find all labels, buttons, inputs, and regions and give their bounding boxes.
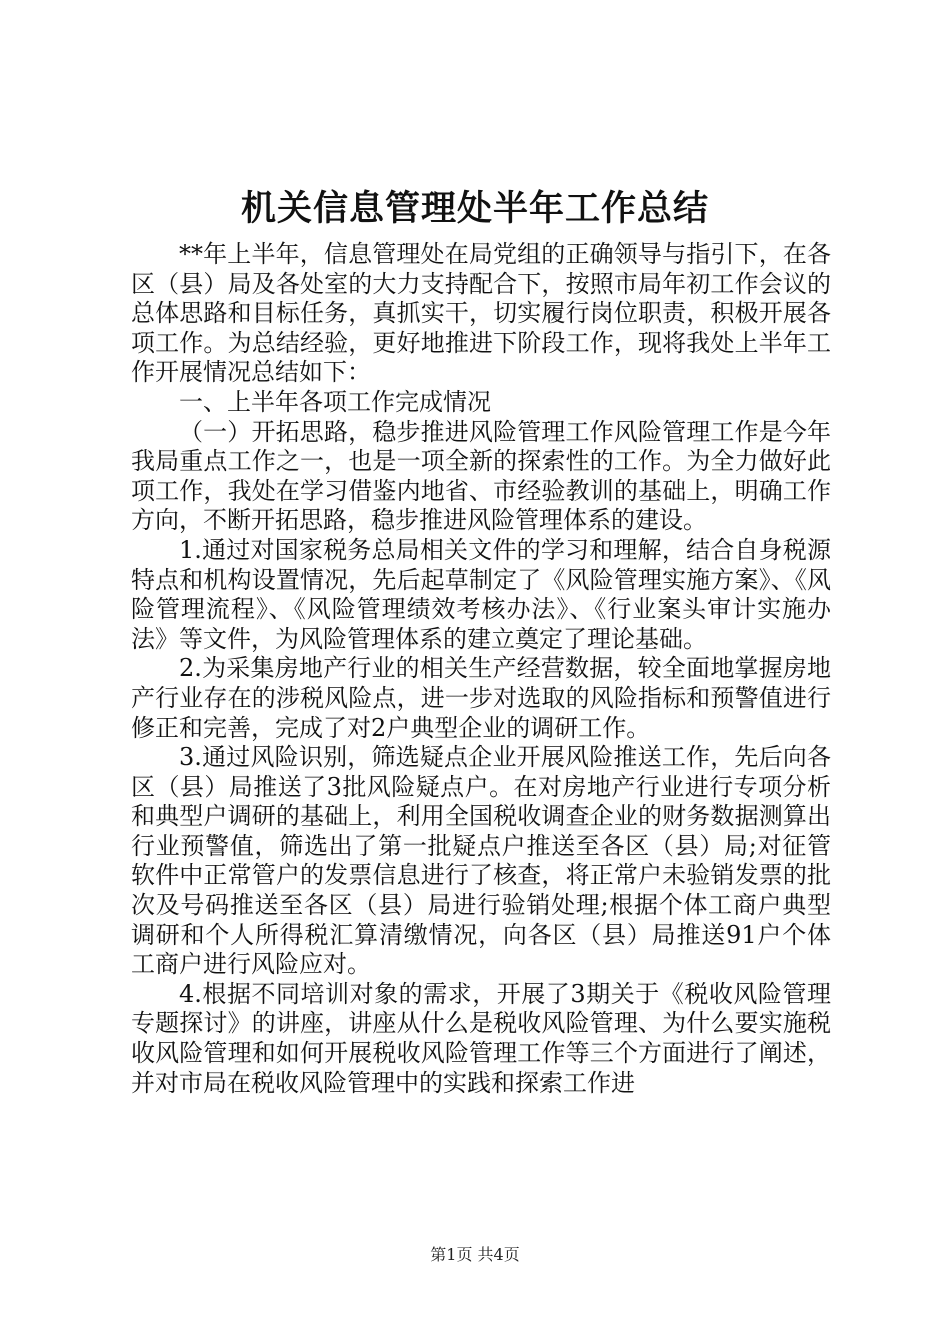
paragraph-risk-management: （一）开拓思路，稳步推进风险管理工作风险管理工作是今年我局重点工作之一，也是一项全新的探索性的工作。为全力做好此项工作，我处在学习借鉴内地省、市经验教训的基础上，明确工作方向，不断开拓思路，稳步推进风险管理体系的建设。 bbox=[131, 417, 831, 535]
section-heading: 一、上半年各项工作完成情况 bbox=[179, 387, 491, 416]
paragraph-intro: **年上半年，信息管理处在局党组的正确领导与指引下，在各区（县）局及各处室的大力支持配合下，按照市局年初工作会议的总体思路和目标任务，真抓实干，切实履行岗位职责，积极开展各项工作。为总结经验，更好地推进下阶段工作，现将我处上半年工作开展情况总结如下： bbox=[131, 240, 831, 387]
paragraph-item-3: 3.通过风险识别，筛选疑点企业开展风险推送工作，先后向各区（县）局推送了3批风险疑点户。在对房地产行业进行专项分析和典型户调研的基础上，利用全国税收调查企业的财务数据测算出行业预警值，筛选出了第一批疑点户推送至各区（县）局;对征管软件中正常管户的发票信息进行了核查，将正常户未验销发票的批次及号码推送至各区（县）局进行验销处理;根据个体工商户典型调研和个人所得税汇算清缴情况，向各区（县）局推送91户个体工商户进行风险应对。 bbox=[131, 743, 831, 979]
paragraph-item-1: 1.通过对国家税务总局相关文件的学习和理解，结合自身税源特点和机构设置情况，先后起草制定了《风险管理实施方案》、《风险管理流程》、《风险管理绩效考核办法》、《行业案头审计实施办法》等文件，为风险管理体系的建立奠定了理论基础。 bbox=[131, 535, 831, 653]
page-number-footer: 第1页 共4页 bbox=[430, 1245, 520, 1264]
paragraph-item-4: 4.根据不同培训对象的需求，开展了3期关于《税收风险管理专题探讨》的讲座，讲座从什么是税收风险管理、为什么要实施税收风险管理和如何开展税收风险管理工作等三个方面进行了阐述，并对市局在税收风险管理中的实践和探索工作进 bbox=[131, 979, 831, 1097]
document-title: 机关信息管理处半年工作总结 bbox=[240, 188, 709, 229]
document-body bbox=[131, 240, 831, 1098]
paragraph-item-2: 2.为采集房地产行业的相关生产经营数据，较全面地掌握房地产行业存在的涉税风险点，进一步对选取的风险指标和预警值进行修正和完善，完成了对2户典型企业的调研工作。 bbox=[131, 654, 831, 742]
